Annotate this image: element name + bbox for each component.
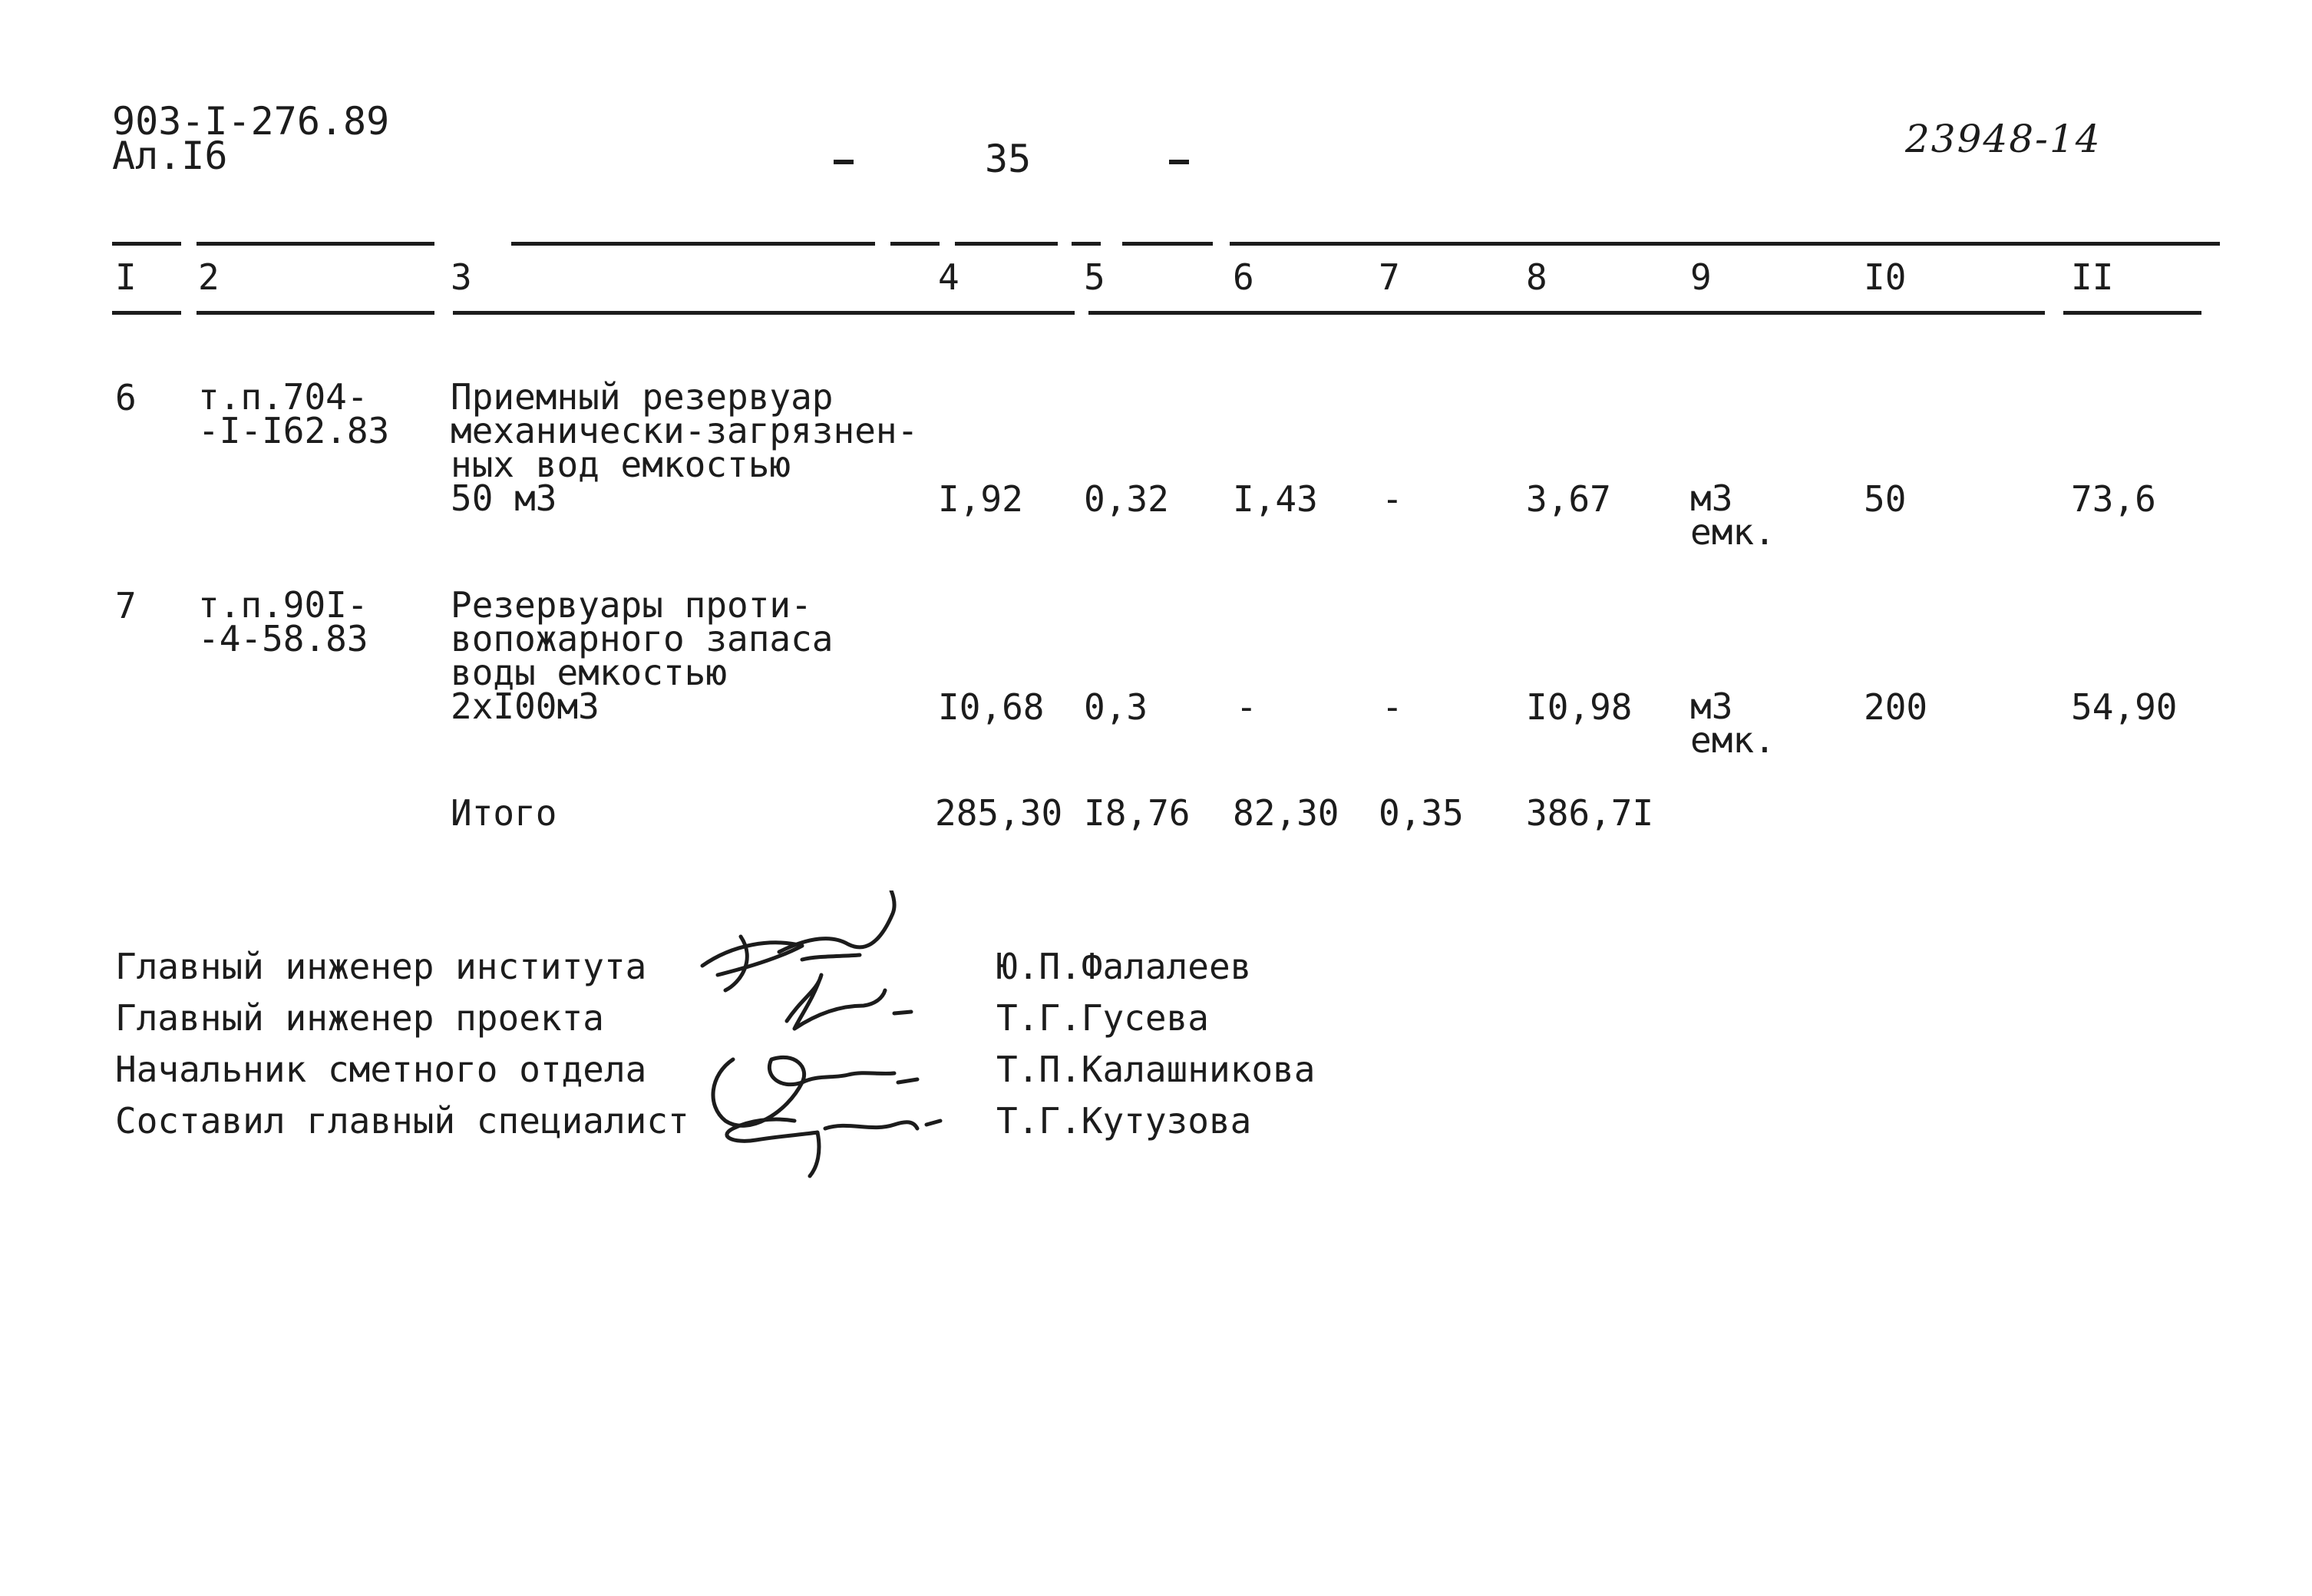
signatory-title: Начальник сметного отдела	[115, 1049, 647, 1090]
cell-col-8: I0,98	[1526, 686, 1633, 728]
column-header-6: 6	[1233, 256, 1254, 298]
column-header-3: 3	[451, 256, 472, 298]
signatory-title: Составил главный специалист	[115, 1100, 689, 1142]
archive-number: 23948-14	[1905, 117, 2102, 161]
project-reference: т.п.90I- -4-58.83	[198, 584, 368, 659]
cell-col-5: 0,3	[1084, 686, 1148, 728]
cell-col-6: -	[1236, 686, 1257, 728]
item-description: Резервуары проти- вопожарного запаса воды емкостью 2хI00м3	[451, 584, 834, 727]
cell-col-6: I,43	[1233, 478, 1318, 520]
total-col-6: 82,30	[1233, 792, 1339, 834]
project-reference: т.п.704- -I-I62.83	[198, 376, 390, 451]
column-header-8: 8	[1526, 256, 1547, 298]
signatory-name: Т.Г.Кутузова	[996, 1100, 1252, 1142]
column-header-1: I	[115, 256, 137, 298]
total-col-4: 285,30	[935, 792, 1063, 834]
signatory-name: Т.Г.Гусева	[996, 997, 1209, 1039]
column-header-7: 7	[1379, 256, 1400, 298]
column-header-9: 9	[1690, 256, 1712, 298]
total-col-7: 0,35	[1379, 792, 1464, 834]
page-number: 35	[985, 137, 1032, 181]
cell-col-7: -	[1382, 686, 1403, 728]
cell-col-11: 54,90	[2071, 686, 2178, 728]
signatory-name: Ю.П.Фалалеев	[996, 946, 1252, 987]
cell-col-7: -	[1382, 478, 1403, 520]
cell-col-8: 3,67	[1526, 478, 1611, 520]
cell-col-4: I0,68	[938, 686, 1045, 728]
total-label: Итого	[451, 792, 557, 834]
cell-col-10: 200	[1864, 686, 1928, 728]
cell-col-4: I,92	[938, 478, 1023, 520]
signatory-name: Т.П.Калашникова	[996, 1049, 1316, 1090]
row-number: 6	[115, 377, 137, 418]
column-header-2: 2	[198, 256, 220, 298]
column-header-10: I0	[1864, 256, 1907, 298]
column-header-5: 5	[1084, 256, 1105, 298]
sheet-number: Ал.I6	[112, 134, 228, 178]
signatory-title: Главный инженер проекта	[115, 997, 604, 1039]
document-code: 903-I-276.89	[112, 99, 390, 144]
cell-col-11: 73,6	[2071, 478, 2156, 520]
signatory-title: Главный инженер института	[115, 946, 647, 987]
column-header-11: II	[2071, 256, 2114, 298]
unit-of-measure: м3 емк.	[1690, 686, 1775, 761]
row-number: 7	[115, 585, 137, 626]
cell-col-10: 50	[1864, 478, 1907, 520]
total-col-8: 386,7I	[1526, 792, 1654, 834]
item-description: Приемный резервуар механически-загрязнен- ных вод емкостью 50 м3	[451, 376, 919, 519]
unit-of-measure: м3 емк.	[1690, 477, 1775, 553]
handwritten-signatures	[687, 891, 971, 1182]
column-header-4: 4	[938, 256, 959, 298]
total-col-5: I8,76	[1084, 792, 1191, 834]
cell-col-5: 0,32	[1084, 478, 1169, 520]
